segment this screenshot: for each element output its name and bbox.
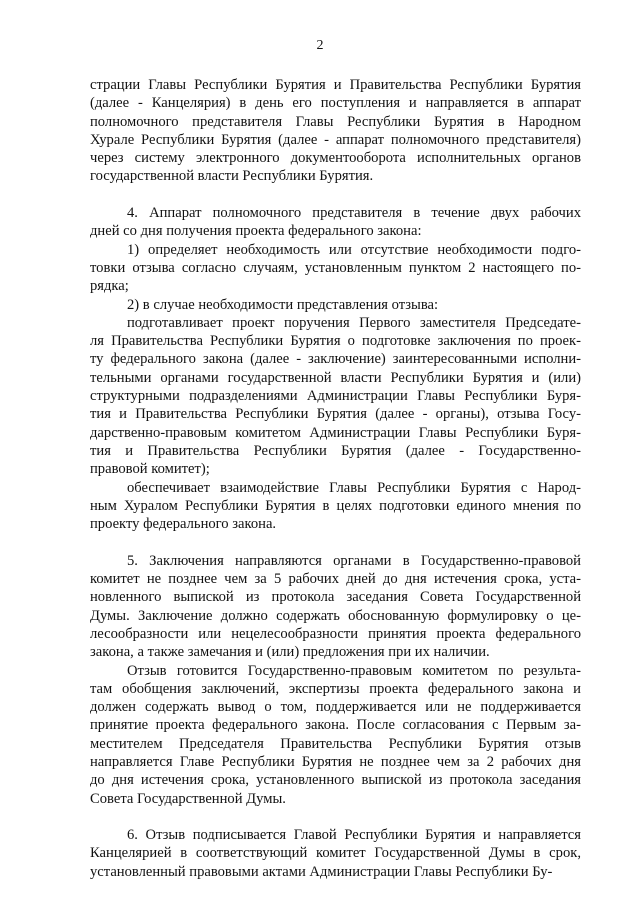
text-line: товки отзыва согласно случаям, установленным пунктом 2 настоящего по- xyxy=(90,259,581,276)
paragraph-gap xyxy=(90,186,581,204)
text-line: установленный правовыми актами Администрации Главы Республики Бу- xyxy=(90,863,553,880)
text-line: ля Правительства Республики Бурятия о подготовке заключения по проек- xyxy=(90,333,581,350)
text-line: 1) определяет необходимость или отсутствие необходимости подго- xyxy=(127,241,581,258)
text-line: там обобщения заключений, экспертизы проекта федерального закона и xyxy=(90,680,581,697)
text-line: ту федерального закона (далее - заключение) заинтересованными исполни- xyxy=(90,351,581,368)
text-line: местителем Председателя Правительства Республики Бурятия отзыв xyxy=(90,735,581,752)
text-line: структурными подразделениями Администрации Главы Республики Буря- xyxy=(90,388,581,405)
text-line: направляется Главе Республики Бурятия не позднее чем за 2 рабочих дня xyxy=(90,753,581,770)
text-line: проекту федерального закона. xyxy=(90,516,277,533)
text-line: лесообразности или нецелесообразности принятия проекта федерального xyxy=(90,625,581,642)
document-body xyxy=(90,76,581,881)
text-line: Хурале Республики Бурятия (далее - аппарат полномочного представителя) xyxy=(90,131,581,148)
text-line: Канцелярией в соответствующий комитет Государственной Думы в срок, xyxy=(90,845,581,862)
text-line: тия и Правительства Республики Бурятия (далее - Государственно- xyxy=(90,442,581,459)
text-line: рядка; xyxy=(90,278,129,295)
text-line: (далее - Канцелярия) в день его поступления и направляется в аппарат xyxy=(90,95,581,112)
text-line: Думы. Заключение должно содержать обоснованную формулировку о це- xyxy=(90,607,581,624)
page-number: 2 xyxy=(316,38,324,53)
text-line: комитет не позднее чем за 5 рабочих дней до дня истечения срока, уста- xyxy=(90,571,581,588)
text-line: тельными органами государственной власти Республики Бурятия и (или) xyxy=(90,369,581,386)
text-line: 5. Заключения направляются органами в Государственно-правовой xyxy=(127,552,581,569)
text-line: подготавливает проект поручения Первого заместителя Председате- xyxy=(127,314,581,331)
text-line: закона, а также замечания и (или) предложения при их наличии. xyxy=(90,644,490,661)
paragraph-gap xyxy=(90,533,581,551)
text-line: обеспечивает взаимодействие Главы Республики Бурятия с Народ- xyxy=(127,479,581,496)
text-line: полномочного представителя Главы Республики Бурятия в Народном xyxy=(90,113,581,130)
text-line: 4. Аппарат полномочного представителя в течение двух рабочих xyxy=(127,205,581,222)
paragraph-gap xyxy=(90,808,581,826)
text-line: Совета Государственной Думы. xyxy=(90,790,286,807)
text-line: страции Главы Республики Бурятия и Правительства Республики Бурятия xyxy=(90,77,581,93)
text-line: должен содержать вывод о том, поддерживается или не поддерживается xyxy=(90,699,581,716)
text-line: дней со дня получения проекта федерального закона: xyxy=(90,223,422,240)
text-line: 6. Отзыв подписывается Главой Республики Бурятия и направляется xyxy=(127,827,581,844)
text-line: тия и Правительства Республики Бурятия (далее - органы), отзыва Госу- xyxy=(90,406,581,423)
text-line: принятие проекта федерального закона. После согласования с Первым за- xyxy=(90,717,581,734)
text-line: через систему электронного документооборота исполнительных органов xyxy=(90,150,581,167)
text-line: государственной власти Республики Бурятия. xyxy=(90,168,374,185)
text-line: 2) в случае необходимости представления отзыва: xyxy=(127,296,439,313)
text-line: новленного выпиской из протокола заседания Совета Государственной xyxy=(90,589,581,606)
text-line: дарственно-правовым комитетом Администрации Главы Республики Буря- xyxy=(90,424,581,441)
text-line: правовой комитет); xyxy=(90,461,210,478)
text-line: Отзыв готовится Государственно-правовым комитетом по результа- xyxy=(127,662,581,679)
text-line: до дня истечения срока, установленного выпиской из протокола заседания xyxy=(90,772,581,789)
text-line: ным Хуралом Республики Бурятия в целях подготовки единого мнения по xyxy=(90,497,581,514)
